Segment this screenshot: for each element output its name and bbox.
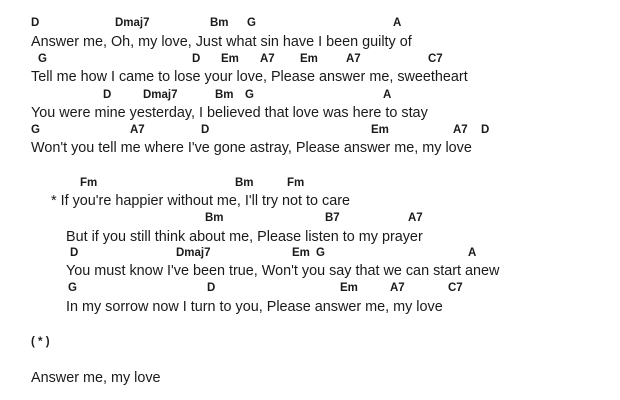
chord: A7	[453, 124, 468, 136]
chord: Bm	[205, 212, 224, 224]
chord: G	[68, 282, 77, 294]
chord: D	[103, 89, 112, 101]
chord: D	[31, 17, 40, 29]
chord: Em	[221, 53, 239, 65]
lyric-line: Tell me how I came to lose your love, Please answer me, sweetheart	[31, 69, 468, 85]
chord: Bm	[215, 89, 234, 101]
repeat-marker: ( * )	[31, 336, 50, 348]
lyric-line: * If you're happier without me, I'll try not to care	[51, 193, 351, 209]
chord: G	[316, 247, 325, 259]
chord: C7	[428, 53, 443, 65]
lyric-line: But if you still think about me, Please listen to my prayer	[66, 229, 423, 245]
chord: G	[31, 124, 40, 136]
chord: Em	[340, 282, 358, 294]
chord: Em	[300, 53, 318, 65]
chord: Dmaj7	[115, 17, 150, 29]
chord: A7	[130, 124, 145, 136]
chord: D	[207, 282, 216, 294]
chord: Dmaj7	[143, 89, 178, 101]
lyric-line: You were mine yesterday, I believed that love was here to stay	[31, 105, 428, 121]
chord: D	[481, 124, 490, 136]
chord: D	[192, 53, 201, 65]
chord: A7	[408, 212, 423, 224]
lyric-line: In my sorrow now I turn to you, Please answer me, my love	[66, 299, 443, 315]
chord: A	[393, 17, 402, 29]
lyric-line: Answer me, Oh, my love, Just what sin have I been guilty of	[31, 34, 412, 50]
chord: Bm	[210, 17, 229, 29]
chord: D	[201, 124, 210, 136]
chord: A	[468, 247, 477, 259]
chord: Fm	[287, 177, 305, 189]
chord: A7	[260, 53, 275, 65]
chord: G	[38, 53, 47, 65]
chord: D	[70, 247, 79, 259]
chord: Bm	[235, 177, 254, 189]
chord: C7	[448, 282, 463, 294]
chord: Em	[371, 124, 389, 136]
chord: Dmaj7	[176, 247, 211, 259]
chord: A7	[346, 53, 361, 65]
chord: A7	[390, 282, 405, 294]
chord: G	[245, 89, 254, 101]
chord: G	[247, 17, 256, 29]
lyric-line: You must know I've been true, Won't you say that we can start anew	[66, 263, 500, 279]
outro-line: Answer me, my love	[31, 370, 161, 386]
lyric-line: Won't you tell me where I've gone astray, Please answer me, my love	[31, 140, 472, 156]
chord: Em	[292, 247, 310, 259]
chord: A	[383, 89, 392, 101]
chord: B7	[325, 212, 340, 224]
chord: Fm	[80, 177, 98, 189]
